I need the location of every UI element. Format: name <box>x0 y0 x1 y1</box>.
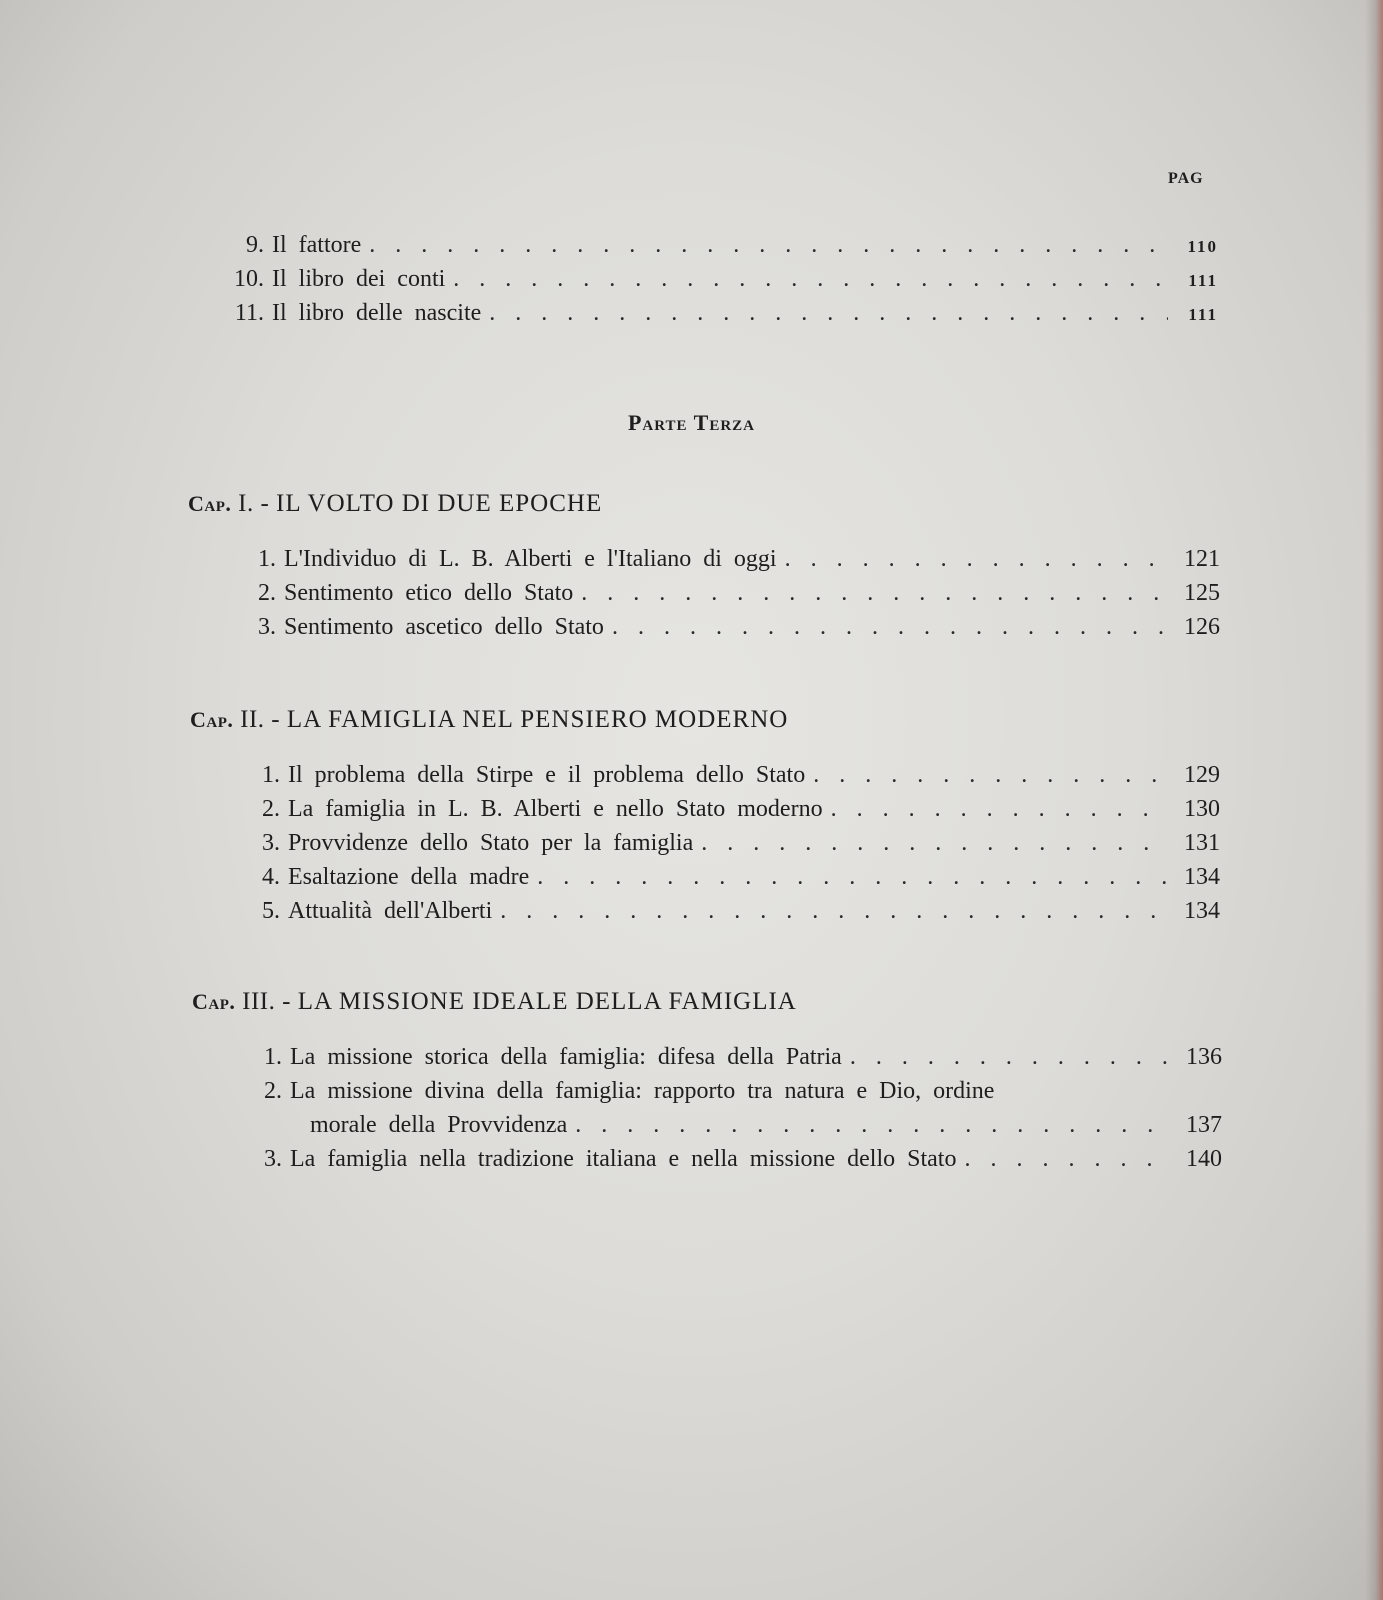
entry-number: 1. <box>262 762 280 788</box>
entry-title: Esaltazione della madre <box>288 864 530 890</box>
entry-number: 1. <box>258 546 276 572</box>
page-column-header: PAG <box>1168 170 1204 187</box>
chapter-number: I. - <box>238 490 270 517</box>
dot-leader <box>831 796 1170 823</box>
part-title: Parte Terza <box>627 410 756 435</box>
chapter-number: III. - <box>242 988 291 1015</box>
toc-entry <box>244 796 1220 826</box>
entry-page: 111 <box>1188 271 1218 290</box>
chapter-title: LA FAMIGLIA NEL PENSIERO MODERNO <box>286 706 789 733</box>
entry-title: Il fattore <box>272 232 362 258</box>
entry-page: 121 <box>1184 546 1220 572</box>
toc-entry <box>246 1044 1222 1074</box>
chapter-number: II. - <box>240 706 281 733</box>
chapter-label: Cap. <box>188 491 232 516</box>
dot-leader <box>369 232 1168 259</box>
toc-entry <box>244 898 1220 928</box>
entry-number: 9. <box>246 232 264 258</box>
entry-page: 140 <box>1186 1146 1222 1172</box>
chapter-heading <box>190 706 788 734</box>
entry-number: 11. <box>234 300 264 326</box>
entry-number: 2. <box>264 1078 282 1104</box>
entry-page: 125 <box>1184 580 1220 606</box>
entry-number: 1. <box>264 1044 282 1070</box>
page-edge <box>1365 0 1383 1600</box>
entry-page: 111 <box>1188 305 1218 324</box>
toc-entry <box>240 546 1220 576</box>
entry-title: La famiglia nella tradizione italiana e nella missione dello Stato <box>290 1146 957 1172</box>
toc-entry <box>244 864 1220 894</box>
entry-title: L'Individuo di L. B. Alberti e l'Italiano di oggi <box>284 546 777 572</box>
toc-entry <box>246 1146 1222 1176</box>
entry-number: 2. <box>258 580 276 606</box>
chapter-heading <box>192 988 797 1016</box>
toc-entry-continuation <box>310 1112 1222 1142</box>
entry-page: 110 <box>1187 237 1218 256</box>
entry-title: Il libro dei conti <box>272 266 446 292</box>
entry-title: Provvidenze dello Stato per la famiglia <box>288 830 694 856</box>
toc-entry <box>240 580 1220 610</box>
entry-title: La missione storica della famiglia: difesa della Patria <box>290 1044 842 1070</box>
entry-title-continuation: morale della Provvidenza <box>310 1112 568 1138</box>
toc-entry <box>228 300 1218 330</box>
entry-page: 137 <box>1186 1112 1222 1138</box>
chapter-label: Cap. <box>192 989 236 1014</box>
entry-number: 3. <box>258 614 276 640</box>
dot-leader <box>964 1146 1172 1173</box>
chapter-label: Cap. <box>190 707 234 732</box>
entry-number: 10. <box>234 266 264 292</box>
toc-entry-first-line <box>246 1078 994 1105</box>
entry-number: 2. <box>262 796 280 822</box>
entry-number: 3. <box>262 830 280 856</box>
entry-page: 134 <box>1184 898 1220 924</box>
dot-leader <box>813 762 1170 789</box>
dot-leader <box>785 546 1170 573</box>
entry-title: Sentimento ascetico dello Stato <box>284 614 604 640</box>
entry-page: 131 <box>1184 830 1220 856</box>
toc-entry <box>240 614 1220 644</box>
dot-leader <box>701 830 1170 857</box>
toc-entry <box>228 266 1218 296</box>
entry-title: Attualità dell'Alberti <box>288 898 493 924</box>
chapter-title: IL VOLTO DI DUE EPOCHE <box>276 490 603 517</box>
dot-leader <box>612 614 1170 641</box>
entry-number: 3. <box>264 1146 282 1172</box>
entry-number: 4. <box>262 864 280 890</box>
dot-leader <box>575 1112 1172 1139</box>
dot-leader <box>850 1044 1172 1071</box>
entry-title: Il problema della Stirpe e il problema dello Stato <box>288 762 806 788</box>
entry-page: 134 <box>1184 864 1220 890</box>
dot-leader <box>500 898 1170 925</box>
entry-title: La famiglia in L. B. Alberti e nello Stato moderno <box>288 796 823 822</box>
chapter-title: LA MISSIONE IDEALE DELLA FAMIGLIA <box>297 988 797 1015</box>
entry-page: 130 <box>1184 796 1220 822</box>
entry-title: Il libro delle nascite <box>272 300 482 326</box>
entry-page: 126 <box>1184 614 1220 640</box>
entry-title: Sentimento etico dello Stato <box>284 580 574 606</box>
entry-number: 5. <box>262 898 280 924</box>
entry-title: La missione divina della famiglia: rapporto tra natura e Dio, ordine <box>290 1078 995 1104</box>
entry-page: 136 <box>1186 1044 1222 1070</box>
dot-leader <box>489 300 1168 327</box>
chapter-heading <box>188 490 602 518</box>
dot-leader <box>581 580 1170 607</box>
entry-page: 129 <box>1184 762 1220 788</box>
toc-entry <box>228 232 1218 262</box>
dot-leader <box>537 864 1170 891</box>
dot-leader <box>453 266 1168 293</box>
toc-entry <box>244 762 1220 792</box>
toc-entry <box>244 830 1220 860</box>
